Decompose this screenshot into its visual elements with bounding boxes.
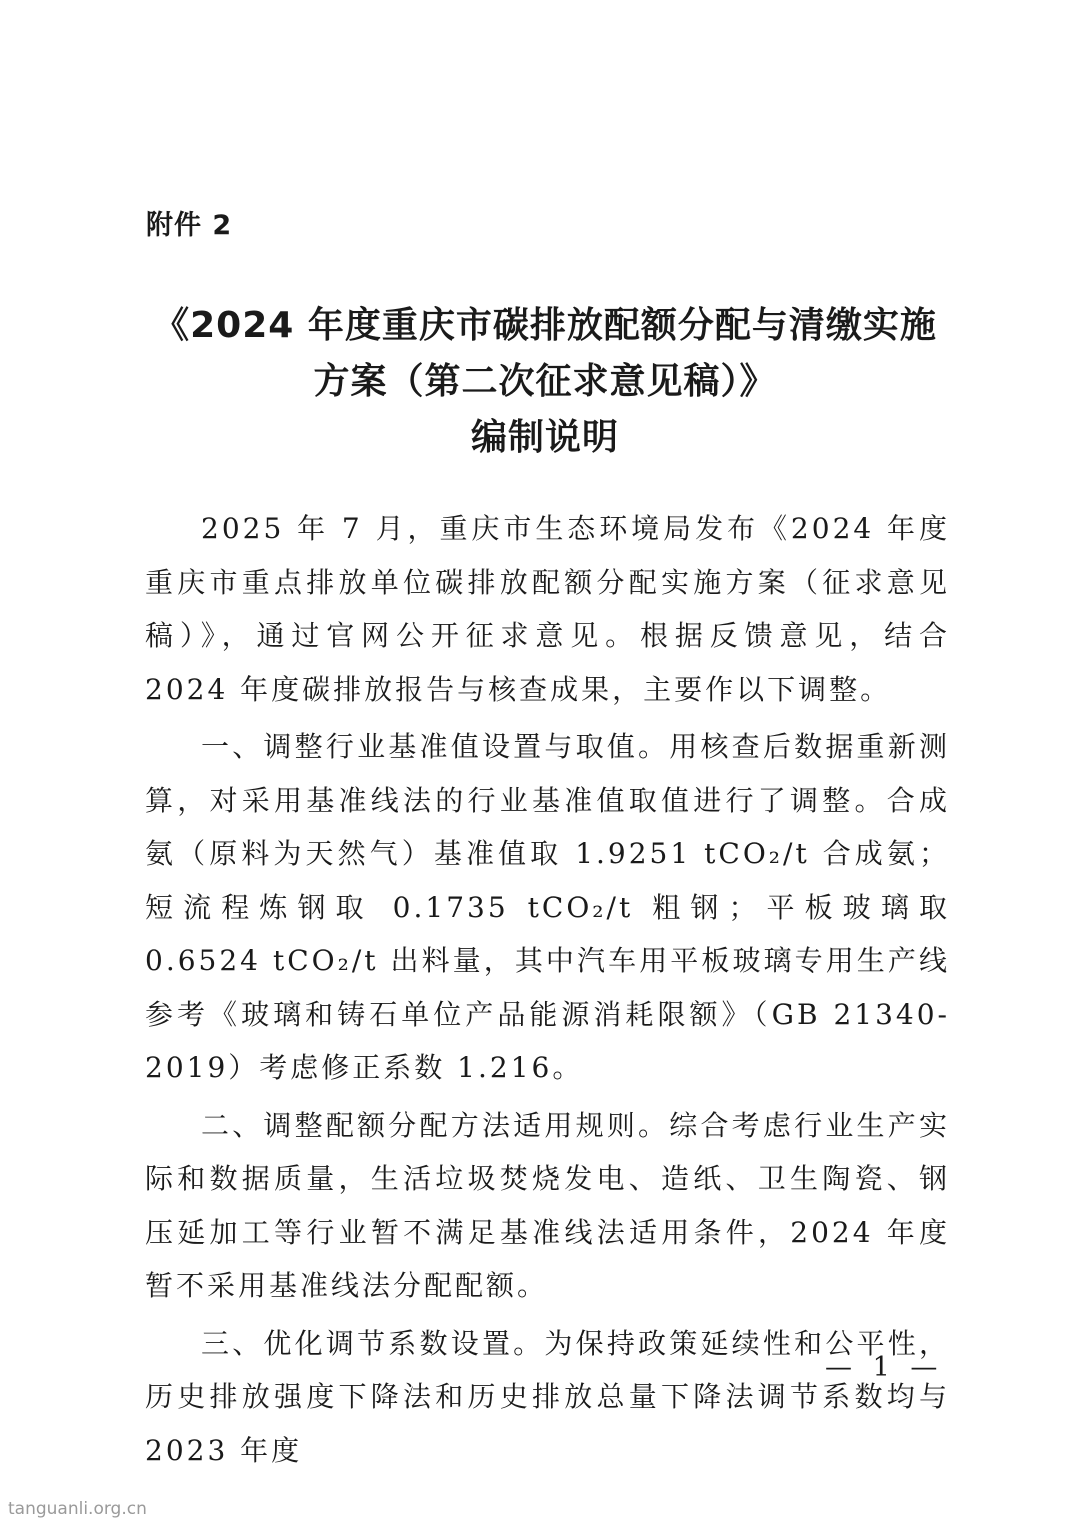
title-line-2: 方案（第二次征求意见稿）》 xyxy=(313,361,777,402)
paragraph-item-2: 二、调整配额分配方法适用规则。综合考虑行业生产实际和数据质量，生活垃圾焚烧发电、造纸、卫生陶瓷、钢压延加工等行业暂不满足基准线法适用条件，2024 年度暂不采用基准线法分配配额。 xyxy=(145,1108,950,1302)
document-title xyxy=(120,298,970,466)
paragraph-intro: 2025 年 7 月，重庆市生态环境局发布《2024 年度重庆市重点排放单位碳排放配额分配实施方案（征求意见稿）》，通过官网公开征求意见。根据反馈意见，结合 2024 年度碳排放报告与核查成果，主要作以下调整。 xyxy=(145,512,950,706)
title-line-1: 《2024 年度重庆市碳排放配额分配与清缴实施 xyxy=(153,305,937,346)
watermark: tanguanli.org.cn xyxy=(8,1499,147,1519)
document-body xyxy=(145,502,950,1481)
title-line-3: 编制说明 xyxy=(470,417,619,458)
attachment-label: 附件 2 xyxy=(146,210,233,241)
page-number: — 1 — xyxy=(825,1352,944,1383)
paragraph-item-3: 三、优化调节系数设置。为保持政策延续性和公平性，历史排放强度下降法和历史排放总量下降法调节系数均与 2023 年度 xyxy=(145,1326,950,1467)
paragraph-item-1: 一、调整行业基准值设置与取值。用核查后数据重新测算，对采用基准线法的行业基准值取值进行了调整。合成氨（原料为天然气）基准值取 1.9251 tCO₂/t 合成氨；短流程炼钢取 0.1735 tCO₂/t 粗钢；平板玻璃取 0.6524 tCO₂/t 出料量，其中汽车用平板玻璃专用生产线参考《玻璃和铸石单位产品能源消耗限额》（GB 21340-2019）考虑修正系数 1.216。 xyxy=(145,730,950,1084)
